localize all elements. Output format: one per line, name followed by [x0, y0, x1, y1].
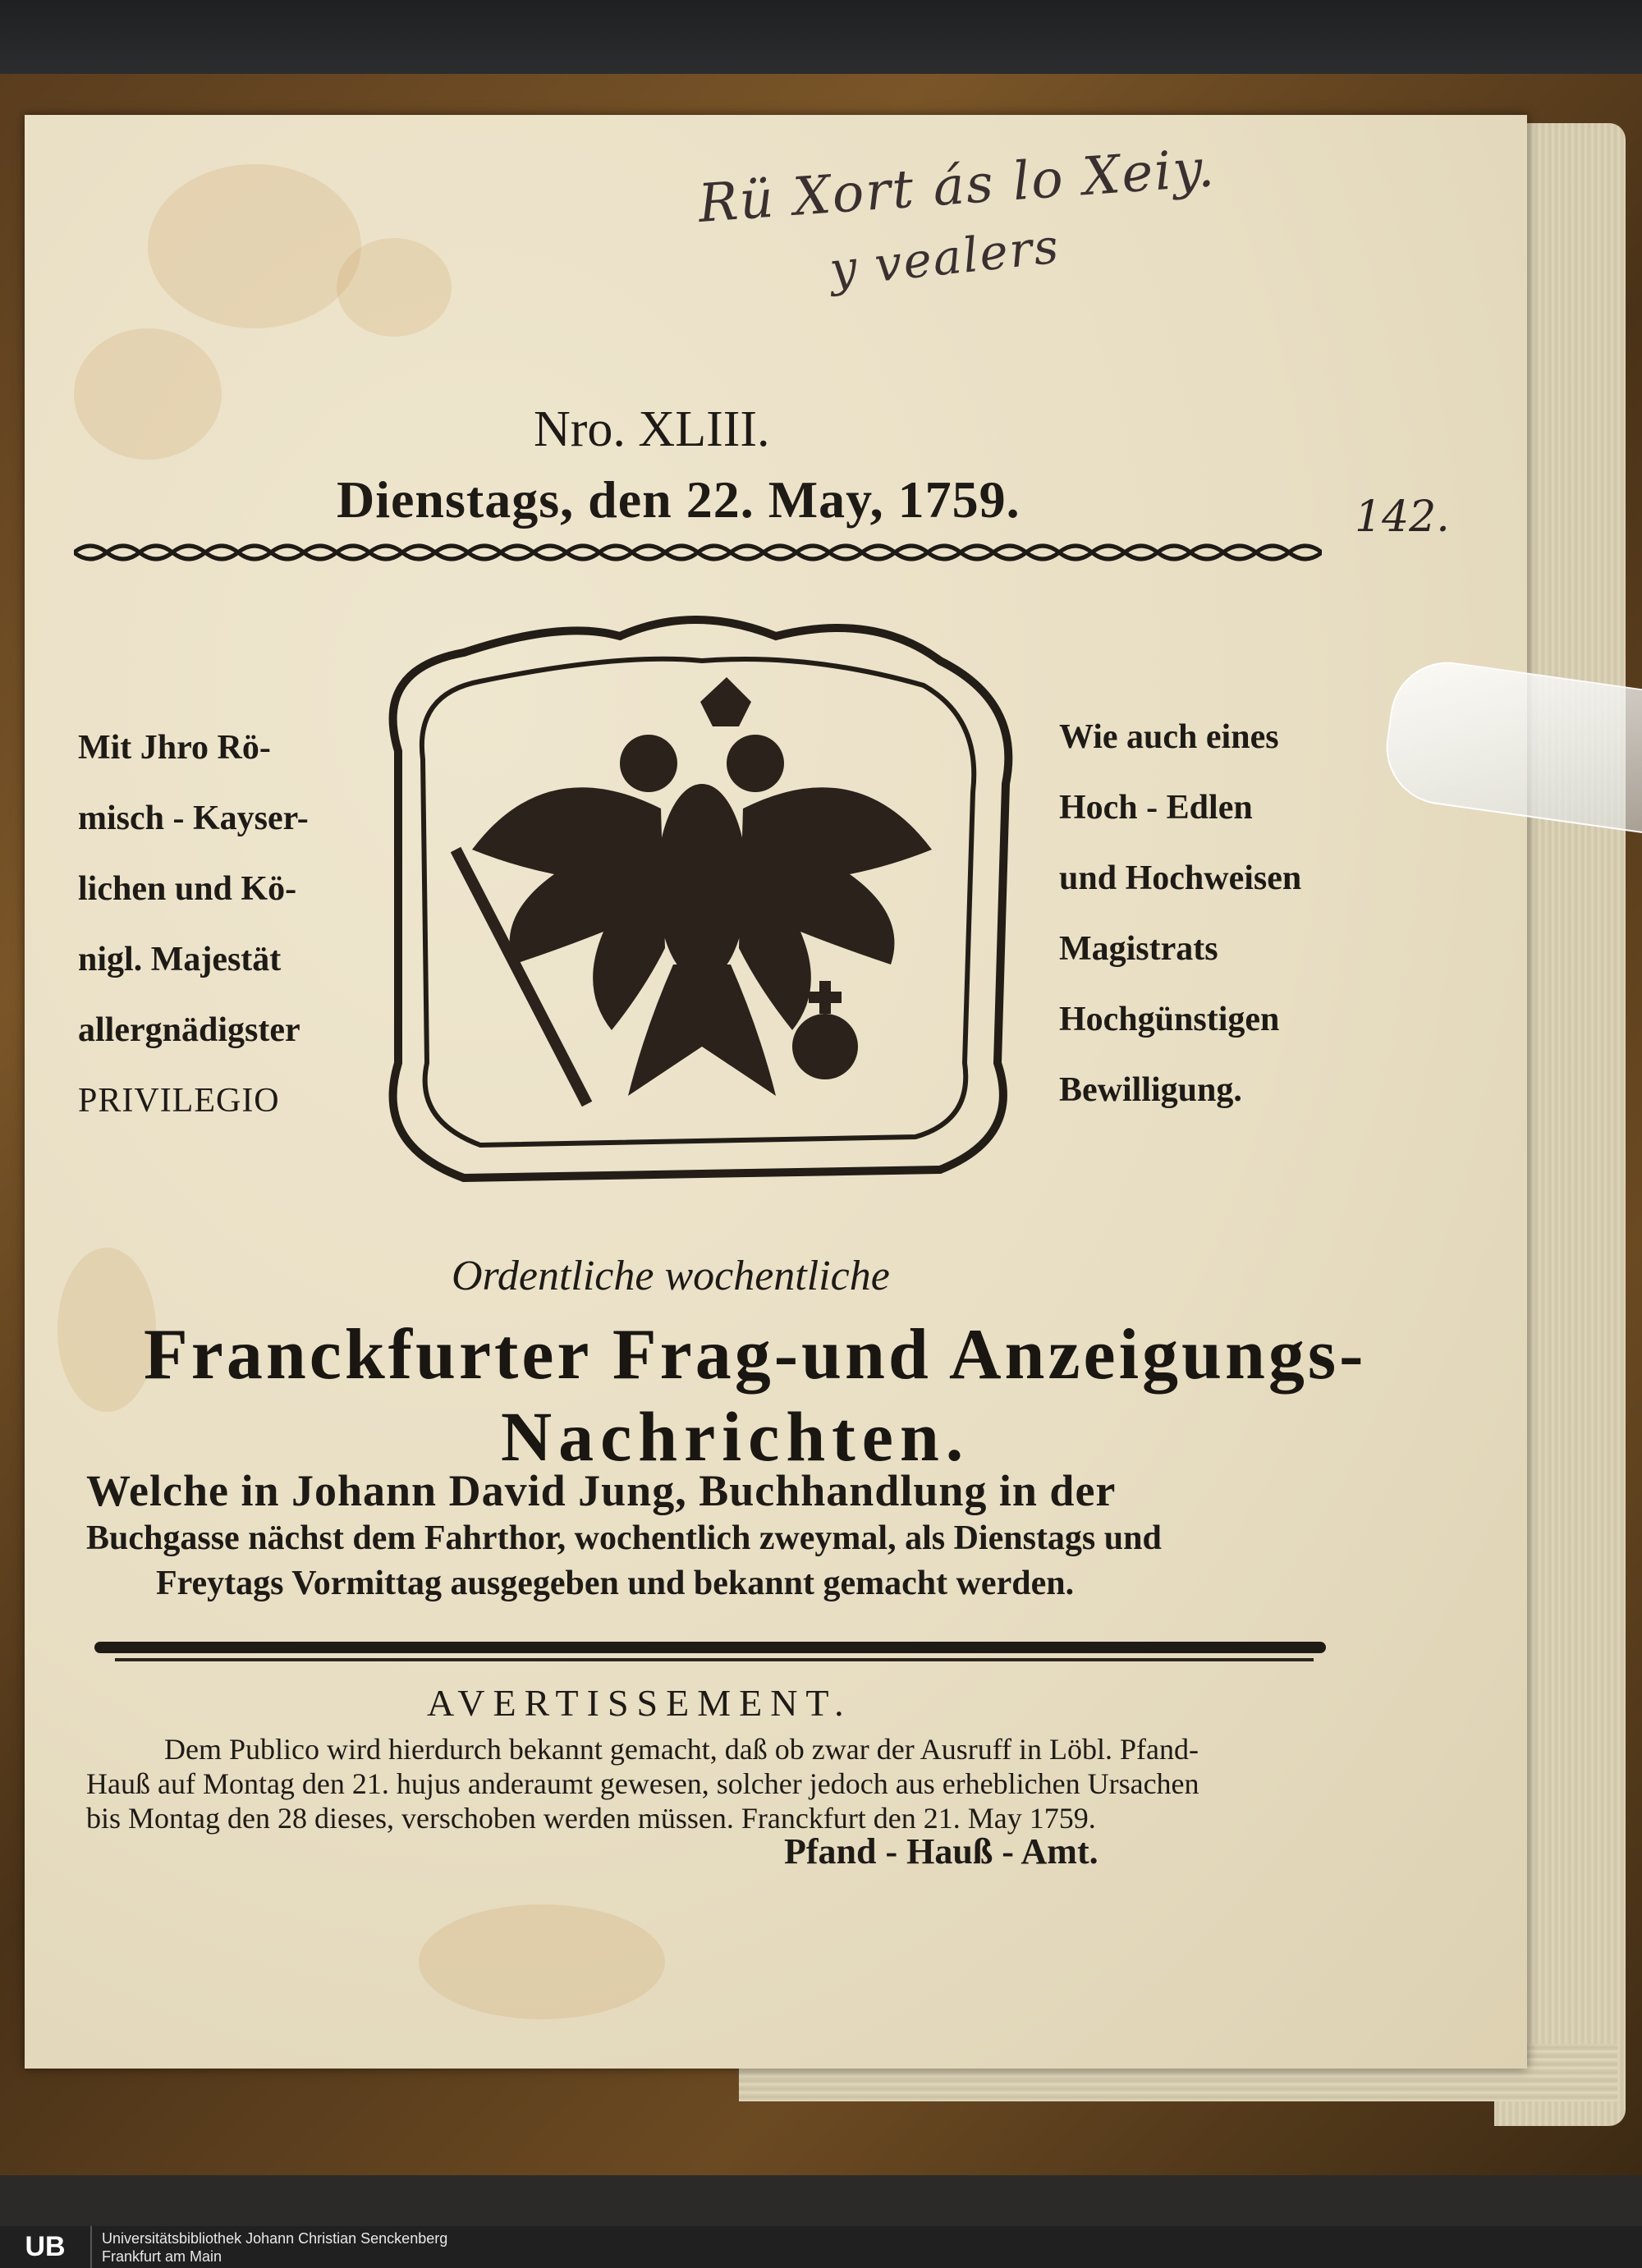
avertissement-heading: AVERTISSEMENT. [427, 1682, 852, 1724]
subtitle: Ordentliche wochentliche [452, 1253, 890, 1299]
privilege-left-line: nigl. Majestät [78, 941, 282, 978]
privilege-right-line: Hochgünstigen [1059, 1001, 1280, 1038]
avertissement-line-1: Dem Publico wird hierdurch bekannt gemacht, daß ob zwar der Ausruff in Löbl. Pfand- [164, 1733, 1199, 1766]
privilege-right-line: Bewilligung. [1059, 1071, 1242, 1109]
privilege-right-column [1059, 702, 1338, 1125]
privilege-left-line: allergnädigster [78, 1011, 300, 1049]
privilege-right-line: Hoch - Edlen [1059, 789, 1253, 827]
library-logo: UB [0, 2226, 92, 2268]
library-credit [102, 2229, 447, 2266]
privilege-left-line: Mit Jhro Rö- [78, 729, 271, 767]
privilege-left-column [78, 712, 341, 1136]
dateline: Dienstags, den 22. May, 1759. [337, 470, 1021, 529]
privilege-right-line: Magistrats [1059, 930, 1218, 968]
library-footer [0, 2226, 1642, 2268]
privilege-right-line: und Hochweisen [1059, 859, 1302, 897]
publisher-line-3: Freytags Vormittag ausgegeben und bekannt gemacht werden. [156, 1565, 1075, 1602]
divider-rule-thin [115, 1658, 1314, 1661]
book-binding-top [0, 0, 1642, 82]
privilege-left-line: lichen und Kö- [78, 870, 297, 908]
publisher-line-2: Buchgasse nächst dem Fahrthor, wochentlich zweymal, als Dienstags und [86, 1519, 1162, 1557]
avertissement-line-3: bis Montag den 28 dieses, verschoben werden müssen. Franckfurt den 21. May 1759. [86, 1802, 1096, 1835]
issue-number: Nro. XLIII. [534, 401, 770, 457]
newspaper-title-continued: Nachrichten. [501, 1397, 970, 1476]
handwritten-page-number: 142. [1355, 493, 1450, 542]
library-city: Frankfurt am Main [102, 2247, 222, 2265]
privilege-right-line: Wie auch eines [1059, 718, 1279, 756]
library-name: Universitätsbibliothek Johann Christian Senckenberg [102, 2229, 448, 2247]
publisher-line-1: Welche in Johann David Jung, Buchhandlung in der [86, 1466, 1117, 1515]
ornamental-rule [74, 538, 1322, 567]
divider-rule [94, 1642, 1326, 1653]
avertissement-line-2: Hauß auf Montag den 21. hujus anderaumt gewesen, solcher jedoch aus erheblichen Ursachen [86, 1767, 1199, 1800]
newspaper-title: Franckfurter Frag-und Anzeigungs- [144, 1315, 1367, 1395]
handwritten-note-line-1: Rü Xort ás lo Xeiy. [696, 138, 1218, 235]
privilege-left-line: misch - Kayser- [78, 800, 309, 837]
imperial-eagle-woodcut [349, 603, 1051, 1244]
handwritten-note-line-2: y vealers [827, 218, 1063, 298]
avertissement-signature: Pfand - Hauß - Amt. [784, 1831, 1098, 1872]
privilege-left-line: PRIVILEGIO [78, 1082, 280, 1120]
